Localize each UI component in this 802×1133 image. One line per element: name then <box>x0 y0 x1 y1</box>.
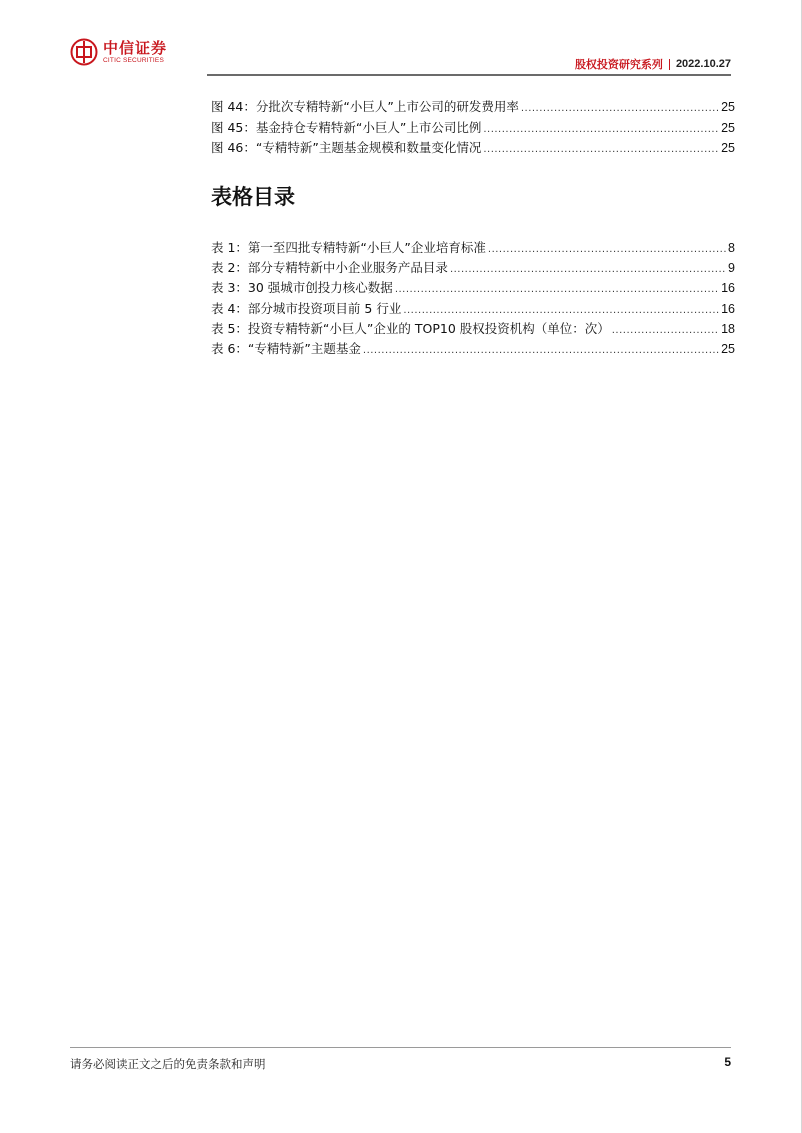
toc-entry-figure-44[interactable] <box>211 99 735 115</box>
logo-english-name: CITIC SECURITIES <box>103 56 164 64</box>
toc-entry-label: 表 2：部分专精特新中小企业服务产品目录 <box>211 260 448 275</box>
report-date: 2022.10.27 <box>675 58 731 70</box>
toc-entry-page: 16 <box>721 302 735 316</box>
toc-entry-label: 图 45：基金持仓专精特新“小巨人”上市公司比例 <box>211 120 482 135</box>
header-separator <box>669 59 670 70</box>
toc-leader-dots <box>363 343 719 359</box>
toc-entry-page: 9 <box>728 261 735 275</box>
toc-leader-dots <box>403 303 719 319</box>
toc-entry-figure-45[interactable] <box>211 120 735 136</box>
footer-disclaimer: 请务必阅读正文之后的免责条款和声明 <box>70 1057 266 1071</box>
toc-leader-dots <box>483 122 719 138</box>
page-number: 5 <box>724 1055 731 1069</box>
header-divider <box>207 74 731 76</box>
toc-entry-figure-46[interactable] <box>211 140 735 156</box>
logo-chinese-name: 中信证券 <box>103 38 168 57</box>
report-series: 股权投资研究系列 <box>574 58 663 71</box>
toc-entry-table-2[interactable] <box>211 260 735 276</box>
citic-logo-icon <box>70 38 98 66</box>
toc-entry-label: 图 46：“专精特新”主题基金规模和数量变化情况 <box>211 140 482 155</box>
toc-leader-dots <box>612 323 719 339</box>
tables-toc-title: 表格目录 <box>211 185 295 209</box>
toc-entry-page: 25 <box>721 121 735 135</box>
toc-entry-table-3[interactable] <box>211 280 735 296</box>
toc-entry-page: 18 <box>721 322 735 336</box>
toc-entry-label: 表 1：第一至四批专精特新“小巨人”企业培育标准 <box>211 240 486 255</box>
toc-entry-page: 8 <box>728 241 735 255</box>
toc-entry-label: 表 6：“专精特新”主题基金 <box>211 341 361 356</box>
toc-leader-dots <box>521 101 719 117</box>
report-header-info <box>575 56 731 72</box>
toc-entry-label: 表 4：部分城市投资项目前 5 行业 <box>211 301 402 316</box>
toc-entry-label: 图 44：分批次专精特新“小巨人”上市公司的研发费用率 <box>211 99 519 114</box>
company-logo <box>70 38 167 66</box>
toc-entry-page: 25 <box>721 342 735 356</box>
toc-entry-table-1[interactable] <box>211 240 735 256</box>
toc-leader-dots <box>488 242 726 258</box>
toc-entry-table-6[interactable] <box>211 341 735 357</box>
toc-entry-page: 25 <box>721 100 735 114</box>
toc-entry-label: 表 3：30 强城市创投力核心数据 <box>211 280 393 295</box>
toc-leader-dots <box>483 142 719 158</box>
toc-entry-table-5[interactable] <box>211 321 735 337</box>
toc-entry-label: 表 5：投资专精特新“小巨人”企业的 TOP10 股权投资机构（单位：次） <box>211 321 610 336</box>
toc-entry-page: 16 <box>721 281 735 295</box>
toc-leader-dots <box>395 282 719 298</box>
toc-entry-page: 25 <box>721 141 735 155</box>
toc-leader-dots <box>450 262 726 278</box>
toc-entry-table-4[interactable] <box>211 301 735 317</box>
footer-divider <box>70 1047 731 1048</box>
